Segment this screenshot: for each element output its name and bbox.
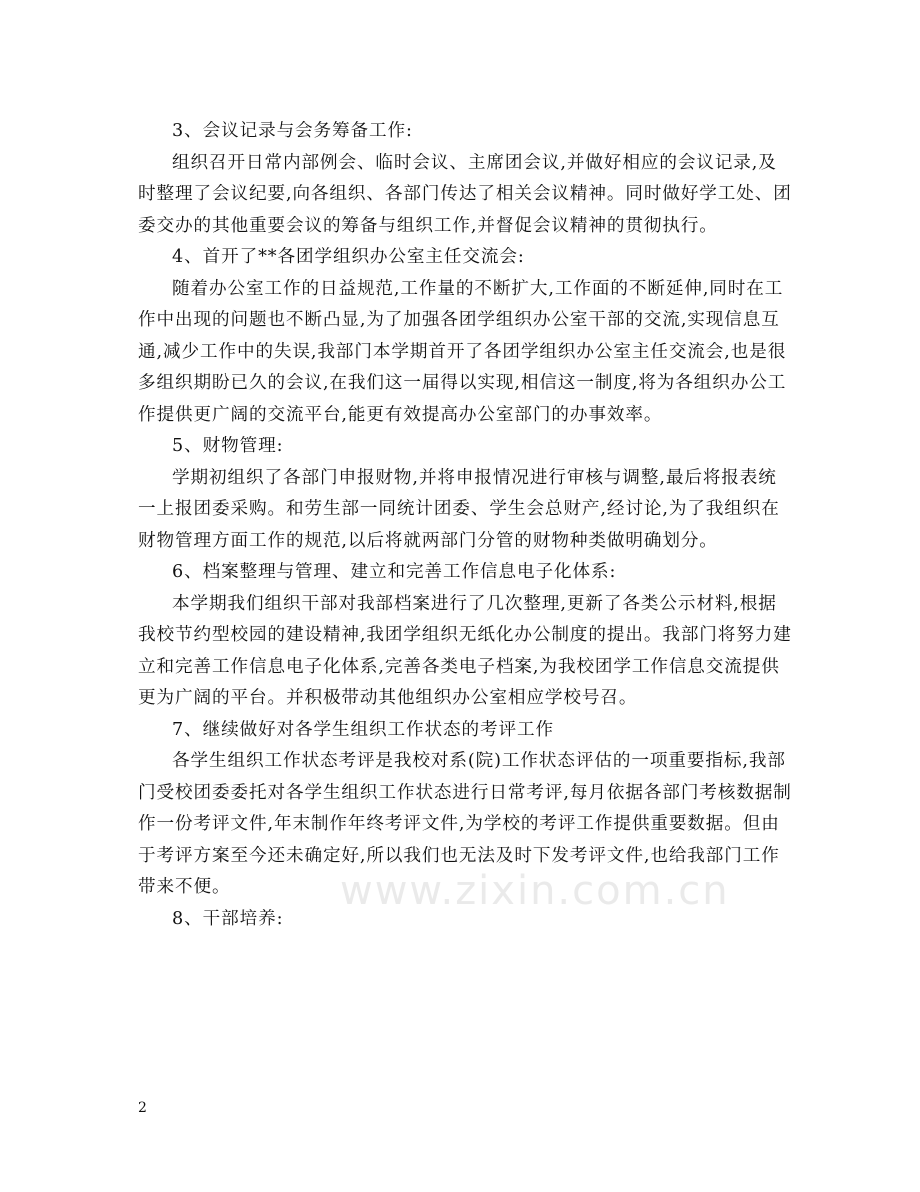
text-line: 学期初组织了各部门申报财物,并将申报情况进行审核与调整,最后将报表统	[172, 467, 777, 488]
text-line: 6、档案整理与管理、建立和完善工作信息电子化体系:	[172, 562, 617, 582]
text-line: 带来不便。	[138, 877, 231, 897]
text-line: 随着办公室工作的日益规范,工作量的不断扩大,工作面的不断延伸,同时在工	[172, 278, 784, 299]
document-body	[138, 116, 792, 935]
text-line: 作一份考评文件,年末制作年终考评文件,为学校的考评工作提供重要数据。但由	[138, 814, 780, 834]
text-line: 门受校团委委托对各学生组织工作状态进行日常考评,每月依据各部门考核数据制	[138, 782, 792, 803]
text-line: 我校节约型校园的建设精神,我团学组织无纸化办公制度的提出。我部门将努力建	[138, 625, 792, 645]
text-line: 委交办的其他重要会议的筹备与组织工作,并督促会议精神的贯彻执行。	[138, 215, 718, 236]
watermark: www.zixin.com.cn	[340, 868, 730, 914]
text-line: 3、会议记录与会务筹备工作:	[172, 121, 413, 141]
text-line: 4、首开了**各团学组织办公室主任交流会:	[172, 247, 525, 267]
text-line: 一上报团委采购。和劳生部一同统计团委、学生会总财产,经讨论,为了我组织在	[138, 499, 780, 519]
text-line: 于考评方案至今还未确定好,所以我们也无法及时下发考评文件,也给我部门工作	[138, 845, 780, 866]
text-line: 组织召开日常内部例会、临时会议、主席团会议,并做好相应的会议记录,及	[172, 152, 777, 173]
text-line: 财物管理方面工作的规范,以后将就两部门分管的财物种类做明确划分。	[138, 530, 718, 551]
page-number: 2	[138, 1100, 147, 1116]
text-line: 多组织期盼已久的会议,在我们这一届得以实现,相信这一制度,将为各组织办公工	[138, 373, 787, 393]
text-line: 作中出现的问题也不断凸显,为了加强各团学组织办公室干部的交流,实现信息互	[138, 310, 780, 330]
text-line: 更为广阔的平台。并积极带动其他组织办公室相应学校号召。	[138, 688, 638, 708]
text-line: 通,减少工作中的失误,我部门本学期首开了各团学组织办公室主任交流会,也是很	[138, 341, 787, 362]
text-line: 各学生组织工作状态考评是我校对系(院)工作状态评估的一项重要指标,我部	[172, 751, 786, 771]
text-line: 作提供更广阔的交流平台,能更有效提高办公室部门的办事效率。	[138, 404, 663, 425]
text-line: 立和完善工作信息电子化体系,完善各类电子档案,为我校团学工作信息交流提供	[138, 656, 780, 677]
text-line: 8、干部培养:	[172, 908, 284, 929]
text-line: 5、财物管理:	[172, 436, 284, 456]
text-line: 本学期我们组织干部对我部档案进行了几次整理,更新了各类公示材料,根据	[172, 593, 777, 614]
text-line: 时整理了会议纪要,向各组织、各部门传达了相关会议精神。同时做好学工处、团	[138, 184, 792, 204]
text-line: 7、继续做好对各学生组织工作状态的考评工作	[172, 719, 554, 740]
